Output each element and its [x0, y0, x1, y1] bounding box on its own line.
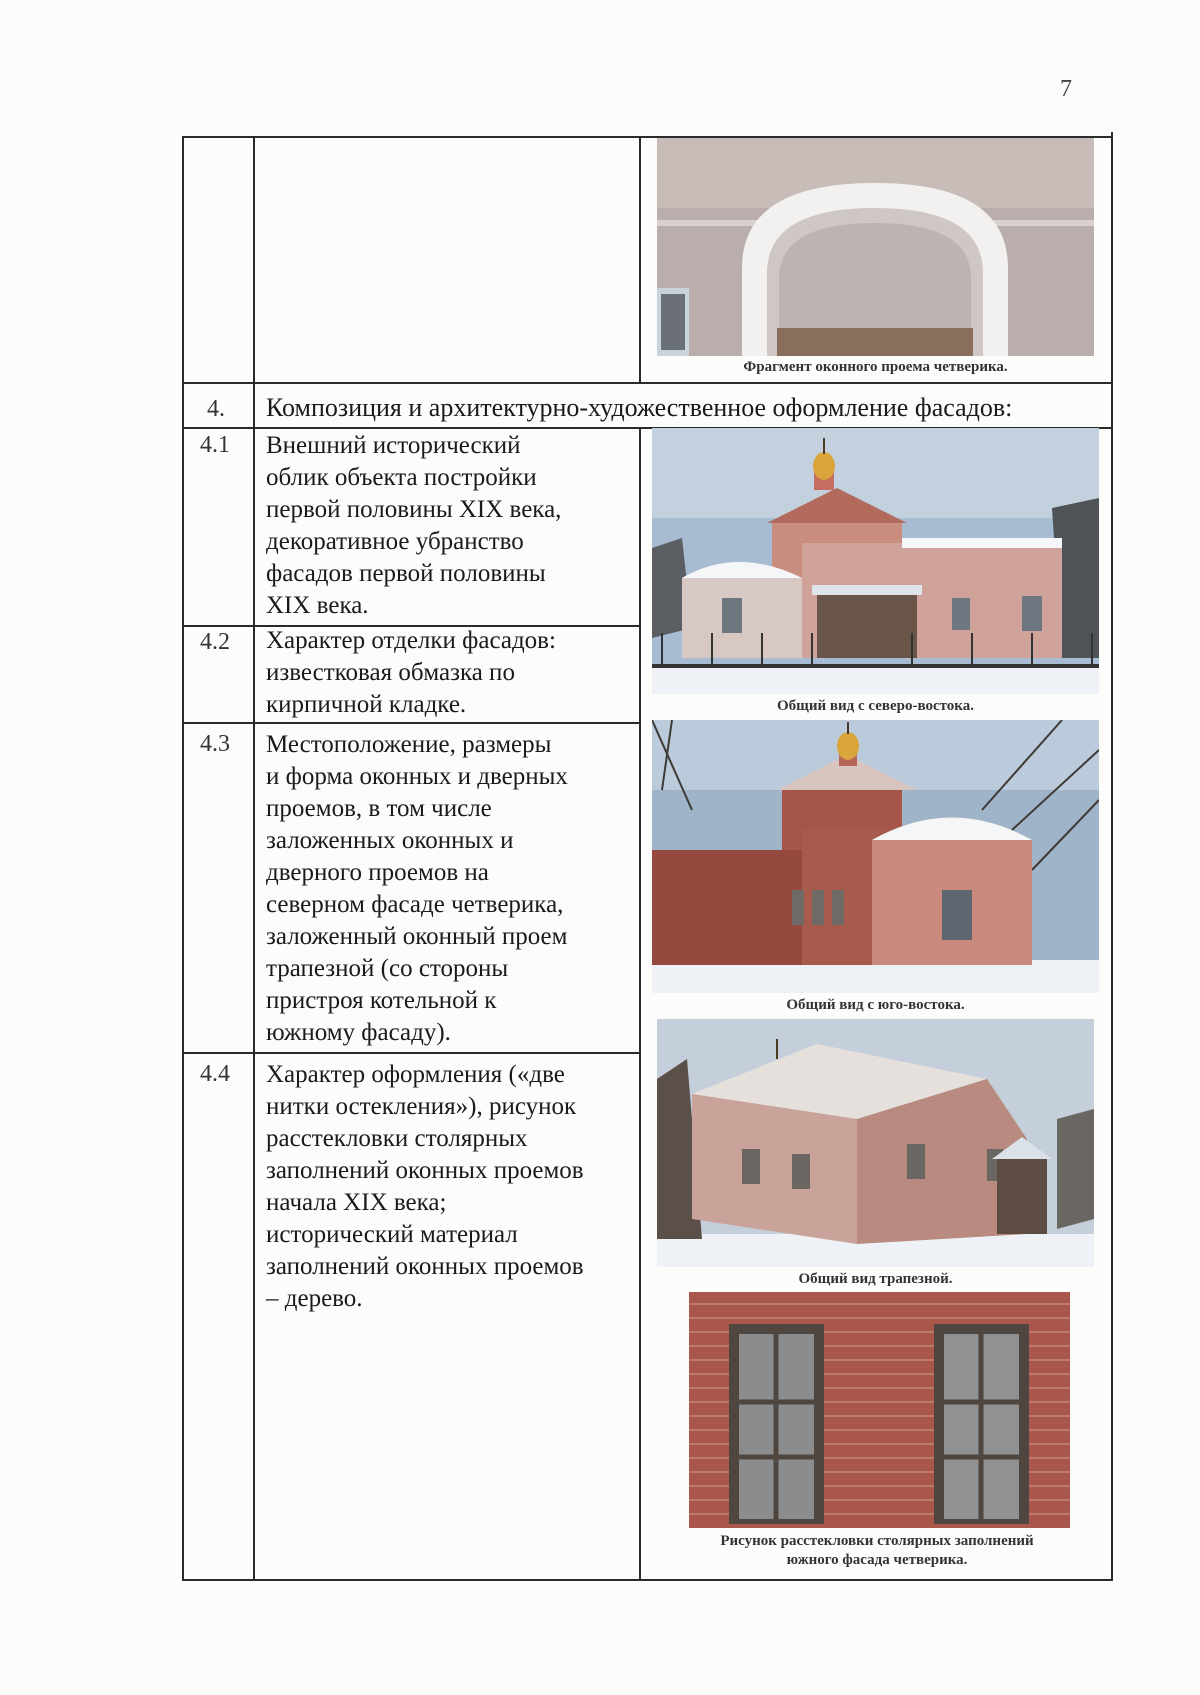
row-number-4-2: 4.2: [200, 629, 230, 655]
caption-southeast-view: Общий вид с юго-востока.: [786, 997, 965, 1013]
row-text-4-1: Внешний исторический облик объекта постройки первой половины XIX века, декоративное убранство фасадов первой половины XIX века.: [266, 432, 562, 619]
row-text-4-4: Характер оформления («две нитки остекления»), рисунок расстекловки столярных заполнений оконных проемов начала XIX века; исторический материал заполнений оконных проемов – дерево.: [266, 1061, 584, 1312]
row-rule-4-4: [182, 1052, 639, 1054]
page-number: 7: [1060, 76, 1072, 102]
section-title: Композиция и архитектурно-художественное оформление фасадов:: [266, 393, 1013, 422]
photo-window-fragment: [657, 138, 1094, 356]
row-number-4-3: 4.3: [200, 731, 230, 757]
table-border-bottom: [182, 1579, 1113, 1581]
row-number-4-4: 4.4: [200, 1061, 230, 1087]
table-divider-photo: [639, 427, 641, 1580]
row-text-4-2: Характер отделки фасадов: известковая обмазка по кирпичной кладке.: [266, 627, 556, 718]
photo-refectory-view: [657, 1019, 1094, 1267]
table-border-left: [182, 136, 184, 1580]
caption-window-fragment: Фрагмент оконного проема четверика.: [743, 359, 1008, 375]
photo-glazing-pattern: [689, 1292, 1070, 1528]
row-rule-4-3: [182, 722, 639, 724]
row-rule-section: [182, 382, 1113, 384]
table-divider-photo-top: [639, 136, 641, 382]
caption-northeast-view: Общий вид с северо-востока.: [777, 698, 974, 714]
table-divider-num: [253, 136, 255, 1580]
photo-northeast-view: [652, 428, 1099, 694]
section-number: 4.: [207, 396, 225, 422]
caption-refectory-view: Общий вид трапезной.: [798, 1271, 953, 1287]
photo-southeast-view: [652, 720, 1099, 993]
caption-glazing-pattern: Рисунок расстекловки столярных заполнений южного фасада четверика.: [720, 1533, 1034, 1568]
row-number-4-1: 4.1: [200, 432, 230, 458]
table-border-right: [1111, 132, 1113, 1580]
row-text-4-3: Местоположение, размеры и форма оконных и дверных проемов, в том числе заложенных оконных и дверного проемов на северном фасаде четверика, заложенный оконный проем трапезной (со стороны пристроя котельной к южному фасаду).: [266, 731, 568, 1046]
